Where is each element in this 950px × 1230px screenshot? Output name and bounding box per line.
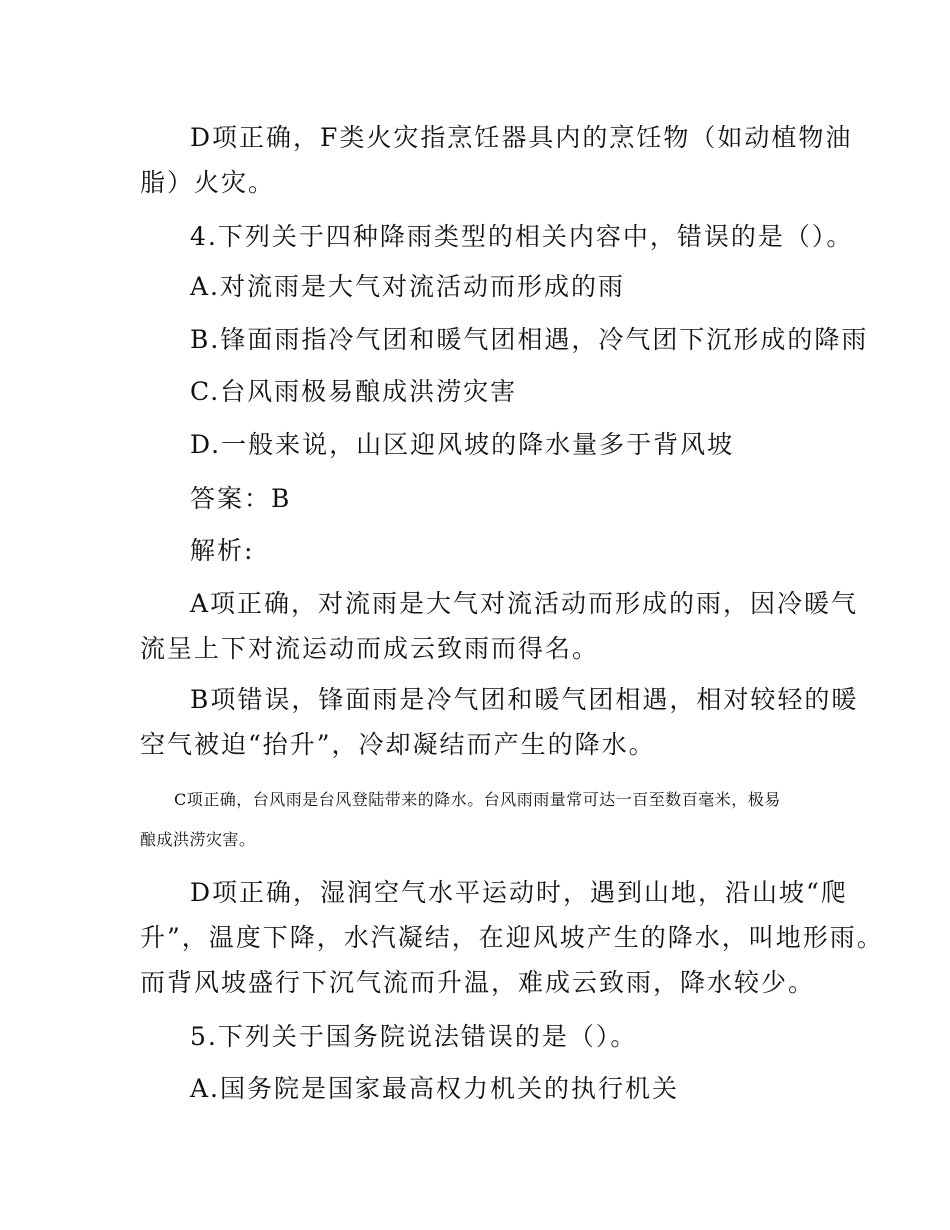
paragraph-d-fire-line1: D项正确，F类火灾指烹饪器具内的烹饪物（如动植物油 xyxy=(190,123,853,152)
question-4-option-d: D.一般来说，山区迎风坡的降水量多于背风坡 xyxy=(190,430,735,459)
question-4-option-c: C.台风雨极易酿成洪涝灾害 xyxy=(190,377,518,406)
question-4-analysis-label: 解析: xyxy=(190,536,255,565)
question-4-option-a: A.对流雨是大气对流活动而形成的雨 xyxy=(190,272,626,301)
explanation-c-line2: 酿成洪涝灾害。 xyxy=(140,830,256,849)
explanation-d-line3: 而背风坡盛行下沉气流而升温，难成云致雨，降水较少。 xyxy=(140,968,816,997)
question-4-answer: 答案：B xyxy=(190,484,292,513)
question-5-stem: 5.下列关于国务院说法错误的是（）。 xyxy=(190,1022,638,1051)
paragraph-d-fire-line2: 脂）火灾。 xyxy=(140,168,276,197)
explanation-a-line1: A项正确，对流雨是大气对流活动而形成的雨，因冷暖气 xyxy=(190,589,859,618)
explanation-c-line1: C项正确，台风雨是台风登陆带来的降水。台风雨雨量常可达一百至数百毫米，极易 xyxy=(174,790,781,809)
explanation-d-line2: 升”，温度下降，水汽凝结，在迎风坡产生的降水，叫地形雨。 xyxy=(140,923,884,952)
explanation-b-line2: 空气被迫“抬升”，冷却凝结而产生的降水。 xyxy=(140,730,656,759)
question-5-option-a: A.国务院是国家最高权力机关的执行机关 xyxy=(190,1074,680,1103)
question-4-stem: 4.下列关于四种降雨类型的相关内容中，错误的是（）。 xyxy=(190,222,854,251)
explanation-d-line1: D项正确，湿润空气水平运动时，遇到山地，沿山坡“爬 xyxy=(190,878,848,907)
explanation-b-line1: B项错误，锋面雨是冷气团和暖气团相遇，相对较轻的暖 xyxy=(190,685,859,714)
question-4-option-b: B.锋面雨指冷气团和暖气团相遇，冷气团下沉形成的降雨 xyxy=(190,325,869,354)
explanation-a-line2: 流呈上下对流运动而成云致雨而得名。 xyxy=(140,634,600,663)
